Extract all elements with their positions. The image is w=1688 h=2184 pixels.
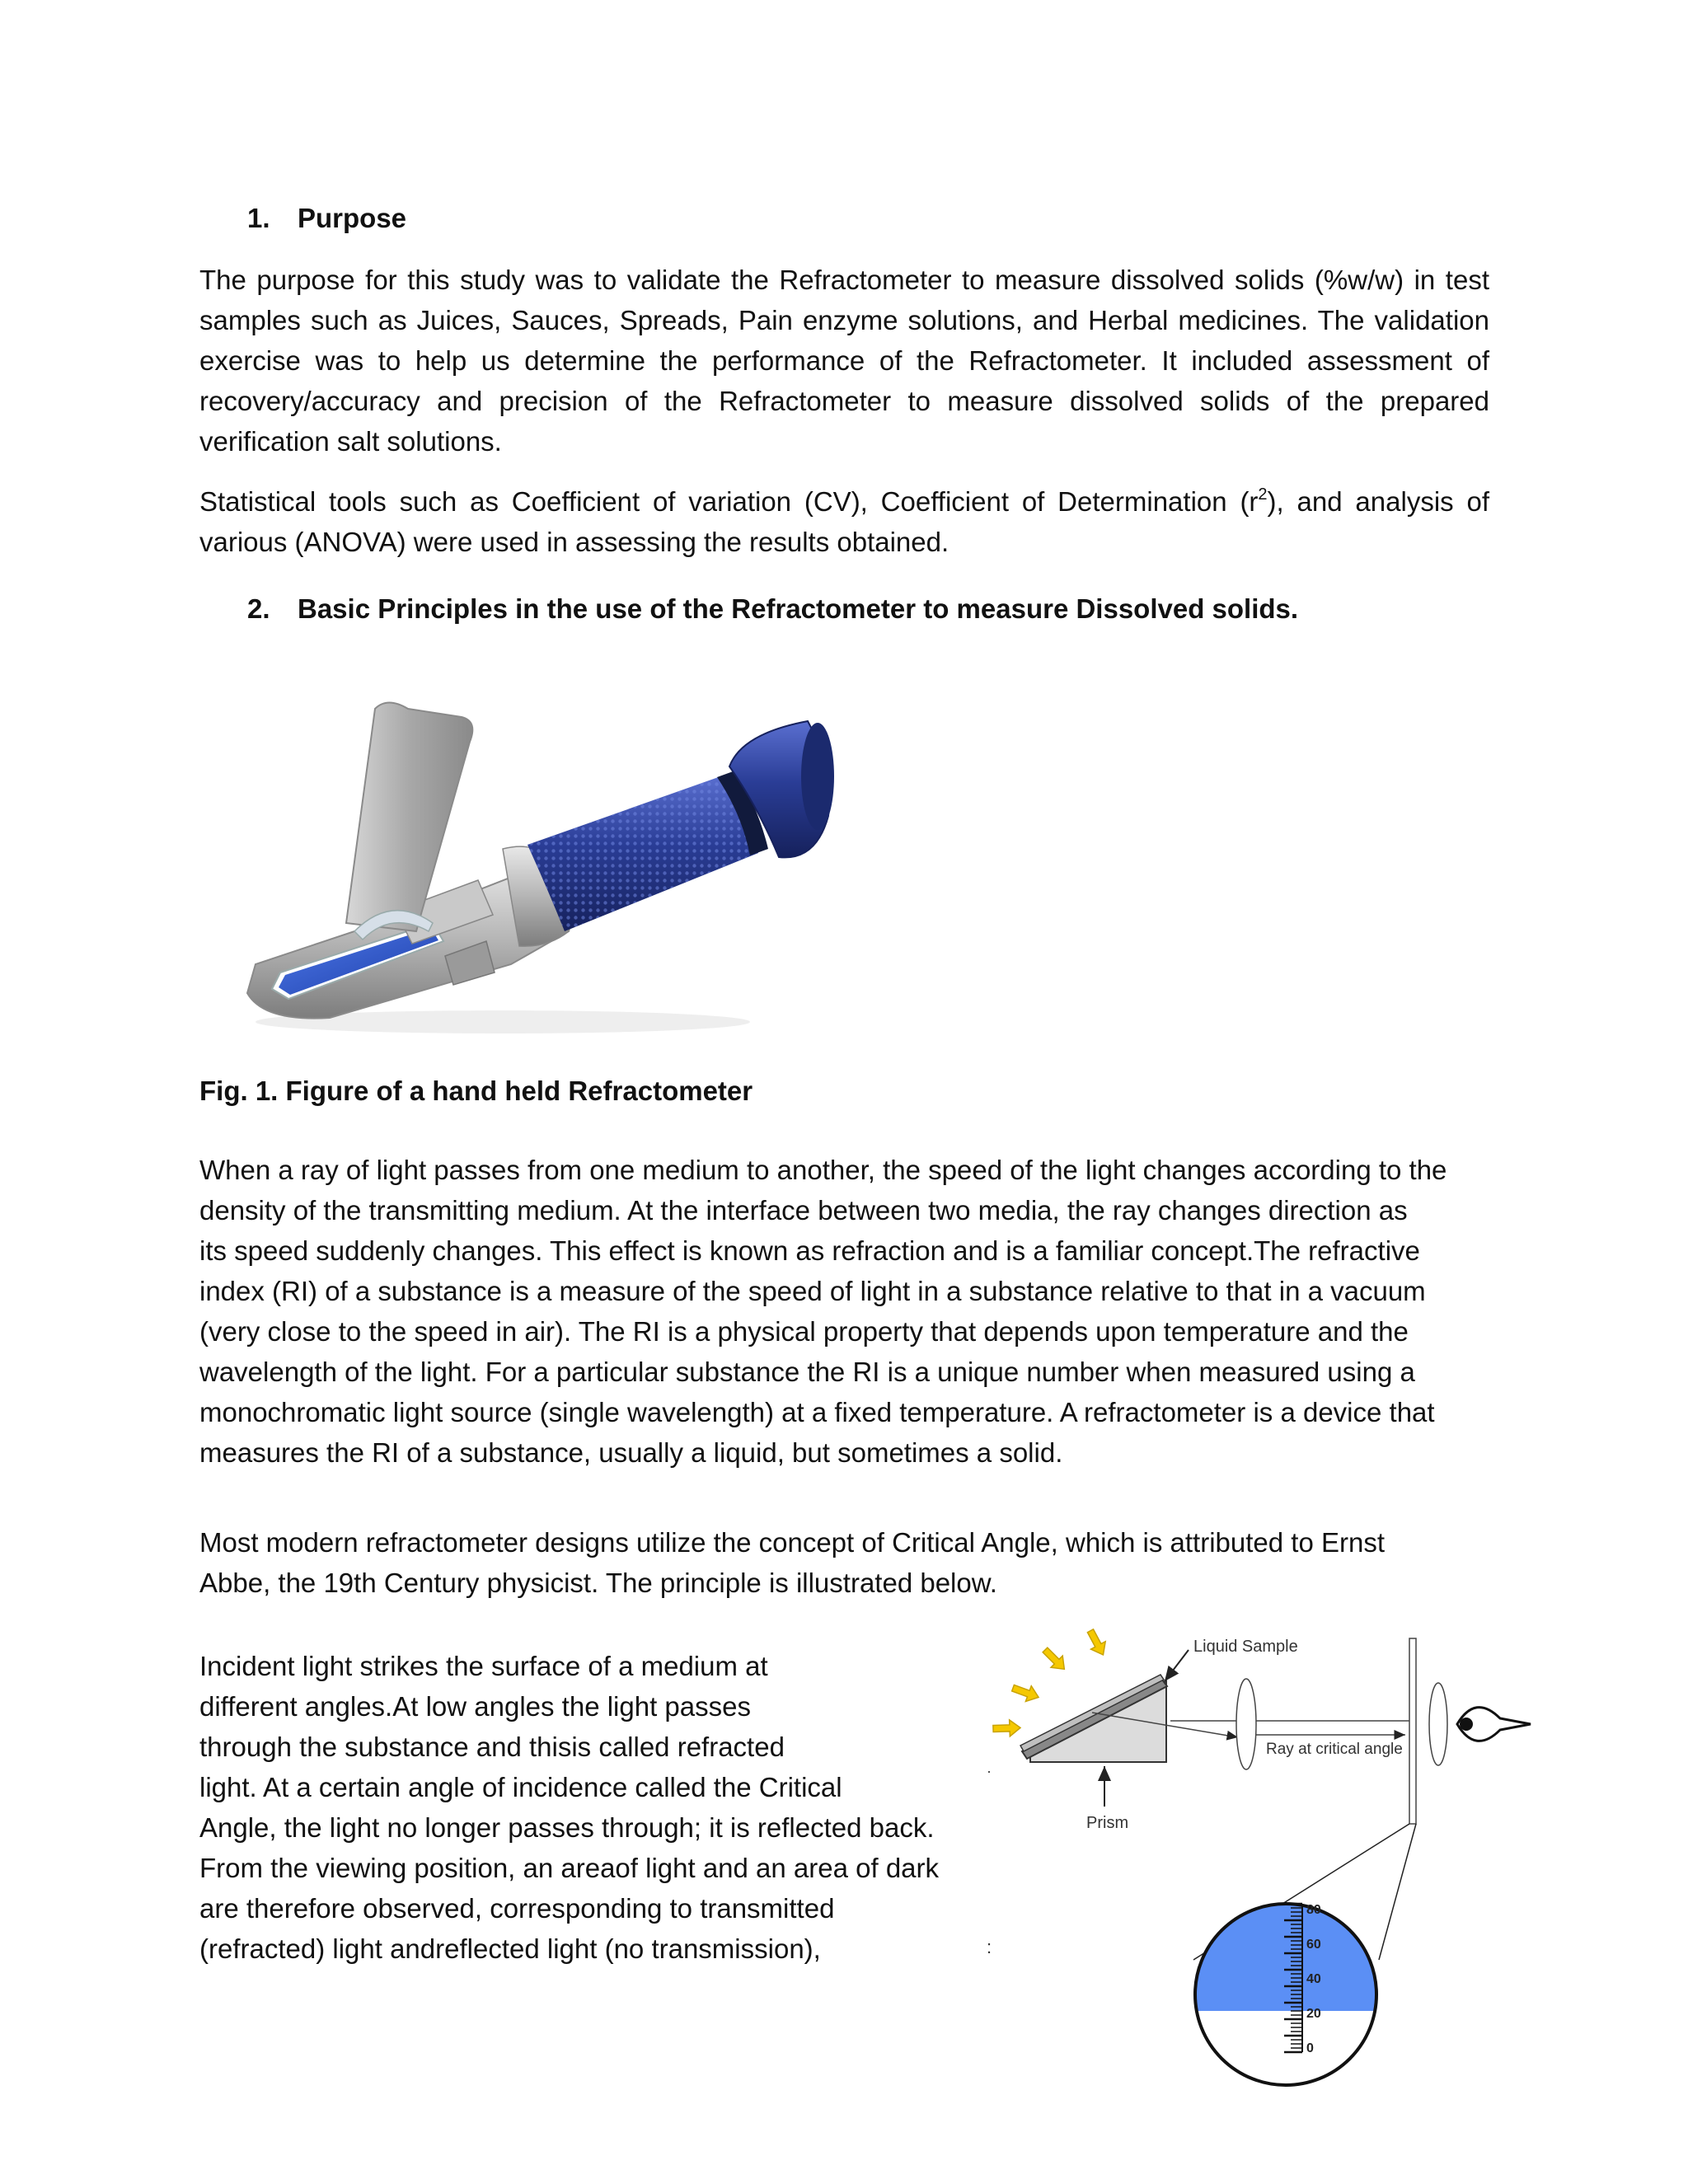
refraction-line: When a ray of light passes from one medium to another, the speed of the light changes according to the xyxy=(199,1155,1447,1185)
refraction-line: measures the RI of a substance, usually a liquid, but sometimes a solid. xyxy=(199,1437,1063,1468)
critical-angle-paragraph xyxy=(199,1522,1385,1603)
statistical-tools-text-b: ), and analysis of various (ANOVA) were used in assessing the results obtained. xyxy=(199,486,1489,557)
critical-angle-diagram xyxy=(973,1615,1566,2093)
reticle-plate xyxy=(1409,1638,1416,1824)
incident-line: From the viewing position, an areaof light and an area of dark xyxy=(199,1853,940,1883)
scale-label: 60 xyxy=(1306,1938,1321,1952)
critical-angle-line: Abbe, the 19th Century physicist. The principle is illustrated below. xyxy=(199,1568,997,1598)
incident-line: Incident light strikes the surface of a medium at xyxy=(199,1651,768,1681)
refraction-line: density of the transmitting medium. At the interface between two media, the ray changes direction as xyxy=(199,1195,1408,1226)
section-1-title: Purpose xyxy=(298,203,407,233)
incident-line: through the substance and thisis called refracted xyxy=(199,1732,785,1762)
incident-line: Angle, the light no longer passes through; it is reflected back. xyxy=(199,1812,935,1843)
prism-label: Prism xyxy=(1086,1814,1129,1832)
scale-label: 0 xyxy=(1306,2041,1314,2055)
refraction-line: its speed suddenly changes. This effect is known as refraction and is a familiar concept.The refractive xyxy=(199,1235,1420,1266)
scale-label: 20 xyxy=(1306,2007,1321,2021)
eye-icon xyxy=(1457,1708,1531,1741)
section-1-heading xyxy=(247,202,406,235)
scale-label: 40 xyxy=(1306,1972,1321,1986)
refraction-line: monochromatic light source (single wavelength) at a fixed temperature. A refractometer is a device that xyxy=(199,1397,1435,1427)
svg-text:·: · xyxy=(987,1763,992,1779)
refraction-paragraph xyxy=(199,1150,1447,1473)
section-1-number: 1. xyxy=(247,203,270,233)
objective-lens xyxy=(1236,1679,1256,1769)
incident-line: (refracted) light andreflected light (no transmission), xyxy=(199,1933,821,1964)
refractometer-photo xyxy=(231,684,841,1038)
liquid-sample-label: Liquid Sample xyxy=(1193,1638,1298,1656)
incident-light-paragraph xyxy=(199,1646,939,1969)
figure-1-caption: Fig. 1. Figure of a hand held Refractometer xyxy=(199,1076,753,1106)
statistical-tools-paragraph xyxy=(199,481,1489,562)
section-2-heading xyxy=(247,593,1298,626)
eyepiece-lens xyxy=(1429,1683,1447,1765)
statistical-tools-text-a: Statistical tools such as Coefficient of variation (CV), Coefficient of Determination (r xyxy=(199,486,1259,517)
ray-label: Ray at critical angle xyxy=(1266,1741,1403,1758)
scale-label: 80 xyxy=(1306,1903,1321,1917)
section-2-number: 2. xyxy=(247,593,270,624)
purpose-paragraph: The purpose for this study was to validate the Refractometer to measure dissolved solids (%w/w) in test samples such as Juices, Sauces, Spreads, Pain enzyme solutions, and Herbal medicines. The validation exercise was to help us determine the performance of the Refractometer. It included assessment of recovery/accuracy and precision of the Refractometer to measure dissolved solids of the prepared verification salt solutions. xyxy=(199,265,1489,457)
r-squared-superscript: 2 xyxy=(1258,485,1268,504)
incident-line: different angles.At low angles the light passes xyxy=(199,1691,751,1722)
refraction-line: index (RI) of a substance is a measure of the speed of light in a substance relative to that in a vacuum xyxy=(199,1276,1426,1306)
incident-line: are therefore observed, corresponding to transmitted xyxy=(199,1893,835,1924)
svg-text::: : xyxy=(987,1937,992,1957)
magnified-view xyxy=(1187,1896,1385,2093)
refraction-line: (very close to the speed in air). The RI is a physical property that depends upon temperature and the xyxy=(199,1316,1409,1347)
section-2-title: Basic Principles in the use of the Refractometer to measure Dissolved solids. xyxy=(298,593,1299,624)
incident-line: light. At a certain angle of incidence called the Critical xyxy=(199,1772,842,1802)
critical-angle-line: Most modern refractometer designs utilize the concept of Critical Angle, which is attributed to Ernst xyxy=(199,1527,1385,1558)
refraction-line: wavelength of the light. For a particular substance the RI is a unique number when measured using a xyxy=(199,1357,1415,1387)
